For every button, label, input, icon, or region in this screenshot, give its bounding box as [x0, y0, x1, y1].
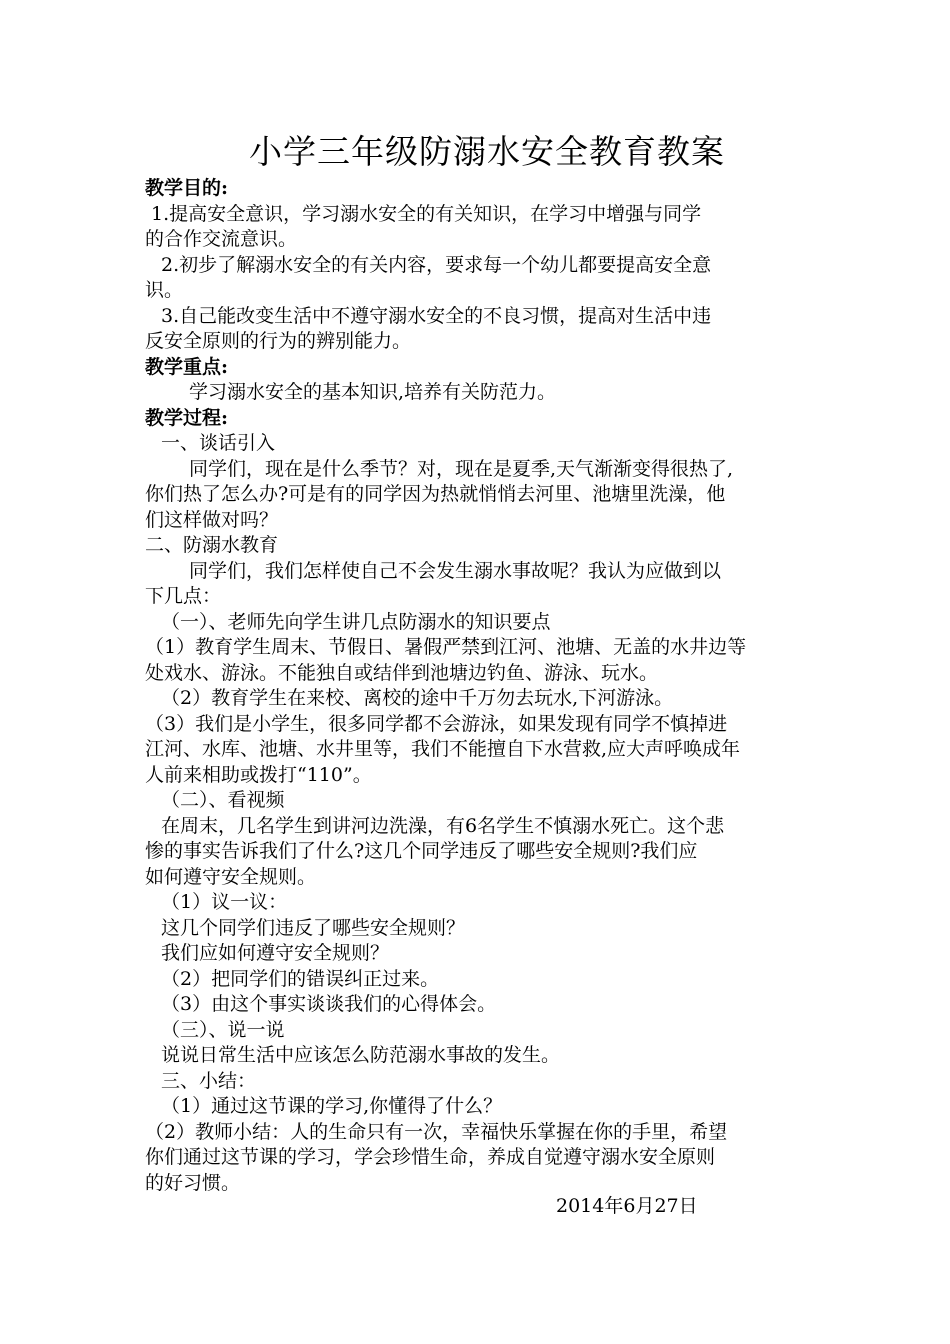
- text-line: （2）教师小结：人的生命只有一次，幸福快乐掌握在你的手里，希望: [145, 1120, 728, 1143]
- section-heading: 教学目的:: [145, 177, 229, 199]
- text-line: 同学们，现在是什么季节？对，现在是夏季,天气渐渐变得很热了,: [189, 457, 734, 480]
- text-line: （3）我们是小学生，很多同学都不会游泳，如果发现有同学不慎掉进: [145, 712, 728, 735]
- text-line: 惨的事实告诉我们了什么?这几个同学违反了哪些安全规则?我们应: [145, 840, 698, 862]
- text-line: 反安全原则的行为的辨别能力。: [145, 330, 412, 352]
- text-line: 1.提高安全意识，学习溺水安全的有关知识，在学习中增强与同学: [151, 202, 702, 225]
- document-date: 2014年6月27日: [556, 1195, 698, 1217]
- text-line: 2.初步了解溺水安全的有关内容，要求每一个幼儿都要提高安全意: [161, 253, 712, 276]
- text-line: 我们应如何遵守安全规则？: [161, 942, 390, 964]
- document-title: 小学三年级防溺水安全教育教案: [249, 132, 725, 171]
- text-line: 们这样做对吗？: [145, 508, 279, 531]
- text-line: 的合作交流意识。: [145, 228, 298, 250]
- section-heading: 教学重点:: [145, 355, 229, 378]
- text-line: （1）教育学生周末、节假日、暑假严禁到江河、池塘、无盖的水井边等: [145, 636, 747, 658]
- text-line: 你们热了怎么办?可是有的同学因为热就悄悄去河里、池塘里洗澡，他: [145, 483, 726, 505]
- text-line: 识。: [145, 279, 184, 301]
- text-line: 3.自己能改变生活中不遵守溺水安全的不良习惯，提高对生活中违: [161, 304, 712, 327]
- text-line: （1）通过这节课的学习,你懂得了什么？: [161, 1095, 503, 1117]
- text-line: （1）议一议：: [161, 891, 288, 913]
- text-line: （3）由这个事实谈谈我们的心得体会。: [161, 993, 497, 1015]
- document-page: [145, 128, 815, 1196]
- text-line: 的好习惯。: [145, 1171, 241, 1194]
- text-line: （一）、老师先向学生讲几点防溺水的知识要点: [161, 610, 551, 633]
- text-line: 说说日常生活中应该怎么防范溺水事故的发生。: [161, 1044, 561, 1066]
- text-line: 在周末，几名学生到讲河边洗澡，有6名学生不慎溺水死亡。这个悲: [161, 814, 725, 837]
- text-line: （2）把同学们的错误纠正过来。: [161, 967, 440, 990]
- text-line: 你们通过这节课的学习，学会珍惜生命，养成自觉遵守溺水安全原则: [145, 1146, 716, 1168]
- text-line: （三）、说一说: [161, 1018, 285, 1041]
- text-line: 同学们，我们怎样使自己不会发生溺水事故呢？我认为应做到以: [189, 559, 722, 582]
- text-line: 江河、水库、池塘、水井里等，我们不能擅自下水营救,应大声呼唤成年: [145, 738, 741, 760]
- text-line: 下几点：: [145, 585, 222, 607]
- text-line: 二、防溺水教育: [145, 534, 279, 556]
- text-line: 这几个同学们违反了哪些安全规则？: [161, 916, 466, 939]
- text-line: 学习溺水安全的基本知识,培养有关防范力。: [189, 381, 557, 403]
- text-line: （2）教育学生在来校、离校的途中千万勿去玩水,下河游泳。: [161, 687, 674, 709]
- text-line: 人前来相助或拨打“110”。: [145, 763, 372, 786]
- text-line: 如何遵守安全规则。: [145, 865, 317, 888]
- text-line: （二）、看视频: [161, 789, 285, 811]
- text-line: 三、小结：: [161, 1069, 257, 1092]
- text-line: 一、谈话引入: [161, 432, 276, 454]
- text-line: 处戏水、游泳。不能独自或结伴到池塘边钓鱼、游泳、玩水。: [145, 661, 659, 684]
- section-heading: 教学过程:: [145, 406, 229, 429]
- document-body: [145, 176, 815, 1196]
